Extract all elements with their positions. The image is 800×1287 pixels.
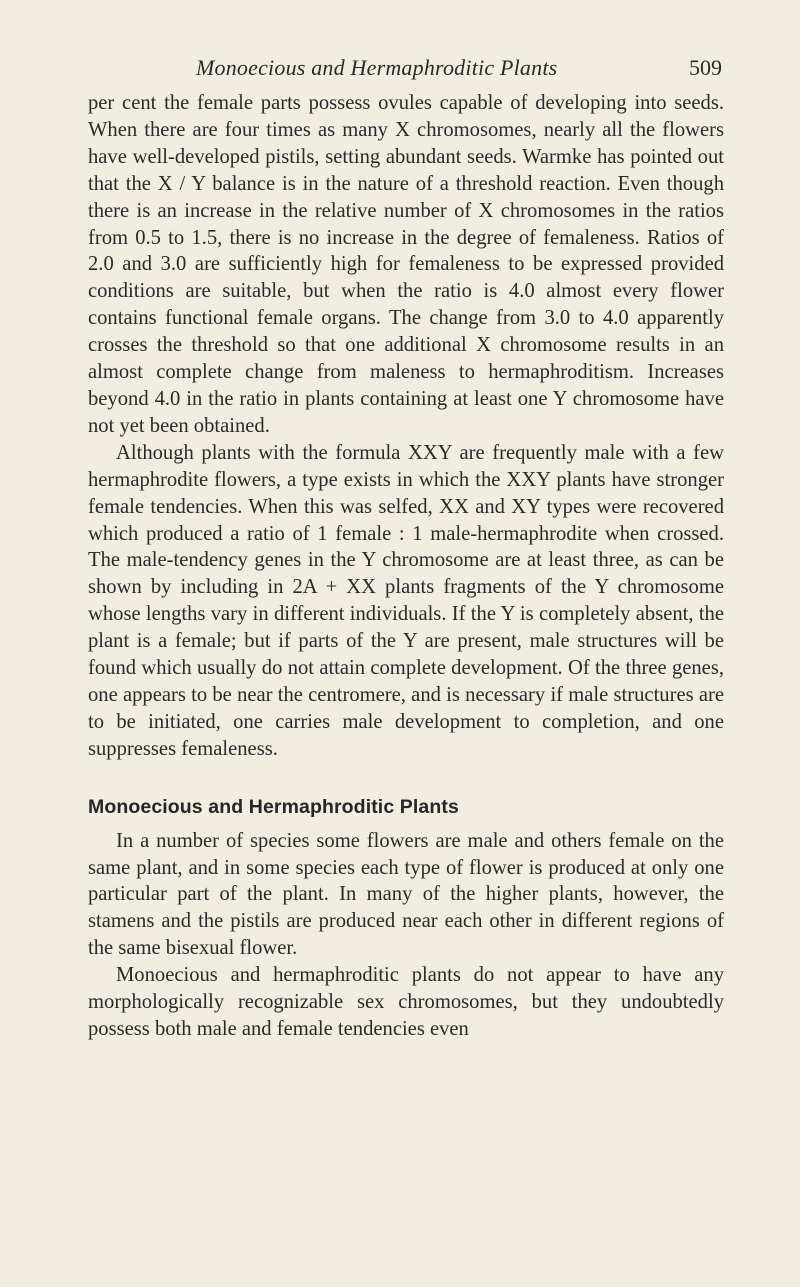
paragraph-xxy-plants: Although plants with the formula XXY are frequently male with a few hermaphrodite flowers, a type exists in which the XXY plants have stronger female tendencies. When this was selfed, XX and XY types were recovered which produced a ratio of 1 female : 1 male-hermaphrodite when crossed. The male-tendency genes in the Y chromosome are at least three, as can be shown by including in 2A + XX plants fragments of the Y chromosome whose lengths vary in different individuals. If the Y is completely absent, the plant is a female; but if parts of the Y are present, male structures will be found which usually do not attain complete development. Of the three genes, one appears to be near the centromere, and is necessary if male structures are to be initiated, one carries male development to completion, and one suppresses femaleness. <box>88 441 724 760</box>
running-head <box>88 50 722 86</box>
body-text <box>88 90 724 1043</box>
page-number: 509 <box>689 55 722 80</box>
paragraph-species-flowers: In a number of species some flowers are male and others female on the same plant, and in some species each type of flower is produced at only one particular part of the plant. In many of the higher plants, however, the stamens and the pistils are produced near each other in different regions of the same bisexual flower. <box>88 829 724 960</box>
section-heading: Monoecious and Hermaphroditic Plants <box>88 795 459 818</box>
running-title: Monoecious and Hermaphroditic Plants <box>196 55 558 80</box>
paragraph-sex-chromosomes: Monoecious and hermaphroditic plants do not appear to have any morphologically recognizable sex chromosomes, but they undoubtedly possess both male and female tendencies even <box>88 964 724 1040</box>
paragraph-continued: per cent the female parts possess ovules capable of developing into seeds. When there are four times as many X chromosomes, nearly all the flowers have well-developed pistils, setting abundant seeds. Warmke has pointed out that the X / Y balance is in the nature of a threshold reaction. Even though there is an increase in the relative number of X chromosomes in the ratios from 0.5 to 1.5, there is no increase in the degree of femaleness. Ratios of 2.0 and 3.0 are sufficiently high for femaleness to be expressed provided conditions are suitable, but when the ratio is 4.0 almost every flower contains functional female organs. The change from 3.0 to 4.0 apparently crosses the threshold so that one additional X chromosome results in an almost complete change from maleness to hermaphroditism. Increases beyond 4.0 in the ratio in plants containing at least one Y chromosome have not yet been obtained. <box>88 92 724 437</box>
